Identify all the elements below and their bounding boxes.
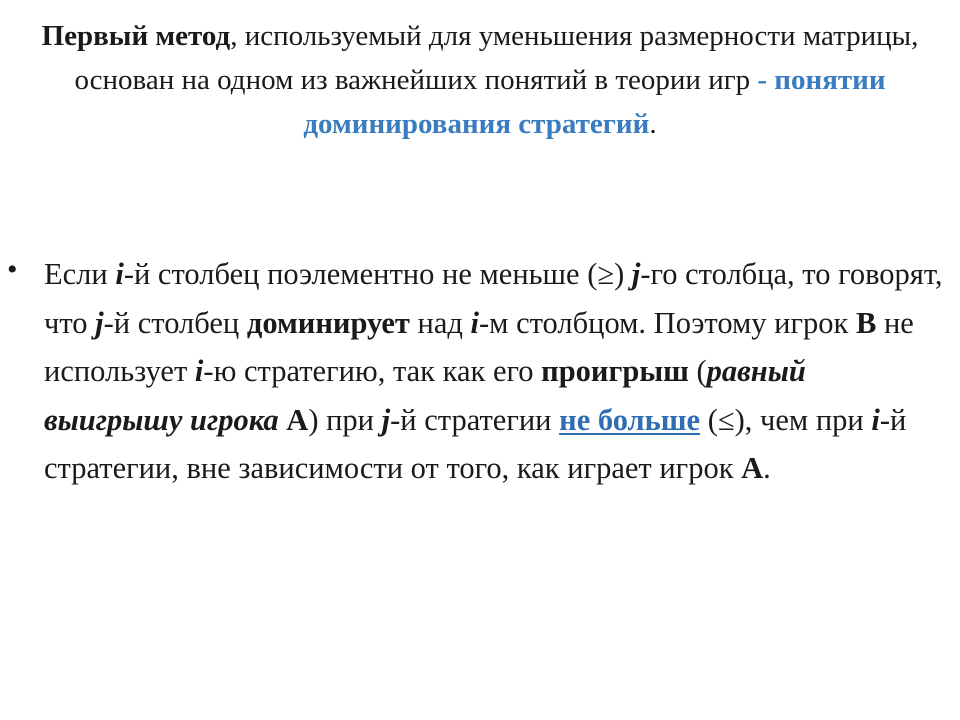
text-segment: ) при (308, 402, 382, 437)
text-segment: -го столбца, то говорят, что (44, 257, 943, 340)
text-segment: Если (44, 257, 116, 291)
text-segment: над (409, 305, 471, 340)
heading-text: , используемый для уменьшения размерности матрицы, основан на одном из важнейших понятий в теории игр (74, 20, 919, 96)
term-dominates: доминирует (246, 305, 410, 340)
text-segment: -ю стратегию, так как его (203, 354, 542, 388)
text-segment: не использует (44, 305, 914, 388)
var-i: i (115, 257, 124, 291)
text-segment: -й стратегии (390, 402, 560, 437)
heading-dominance-term: - понятии доминирования стратегий (303, 64, 886, 140)
var-j: j (95, 305, 104, 340)
text-segment: -й стратегии, вне зависимости от того, как играет игрок (44, 402, 907, 485)
player-a: А (286, 402, 309, 437)
term-equal-gain: равный выигрышу игрока (44, 354, 806, 437)
text-segment: -й столбец (103, 305, 247, 340)
var-j: j (381, 402, 391, 437)
text-segment: -м столбцом. Поэтому игрок (479, 305, 856, 340)
heading-method-bold: Первый метод (41, 20, 231, 52)
var-i: i (470, 305, 479, 340)
bullet-dot-icon: • (7, 253, 18, 286)
text-segment: . (763, 451, 771, 485)
player-b: В (855, 305, 877, 340)
var-j: j (631, 257, 641, 291)
term-loss: проигрыш (541, 354, 689, 388)
var-i: i (194, 354, 204, 388)
not-greater-link[interactable]: не больше (559, 402, 701, 437)
var-i: i (871, 402, 880, 437)
text-segment: ( (688, 354, 707, 388)
player-a: А (741, 451, 764, 485)
text-segment: -й столбец поэлементно не меньше (≥) (123, 257, 632, 291)
slide-heading (20, 14, 940, 146)
text-segment: (≤), чем при (700, 402, 872, 437)
heading-end: . (649, 108, 657, 140)
bullet-text (44, 250, 948, 493)
